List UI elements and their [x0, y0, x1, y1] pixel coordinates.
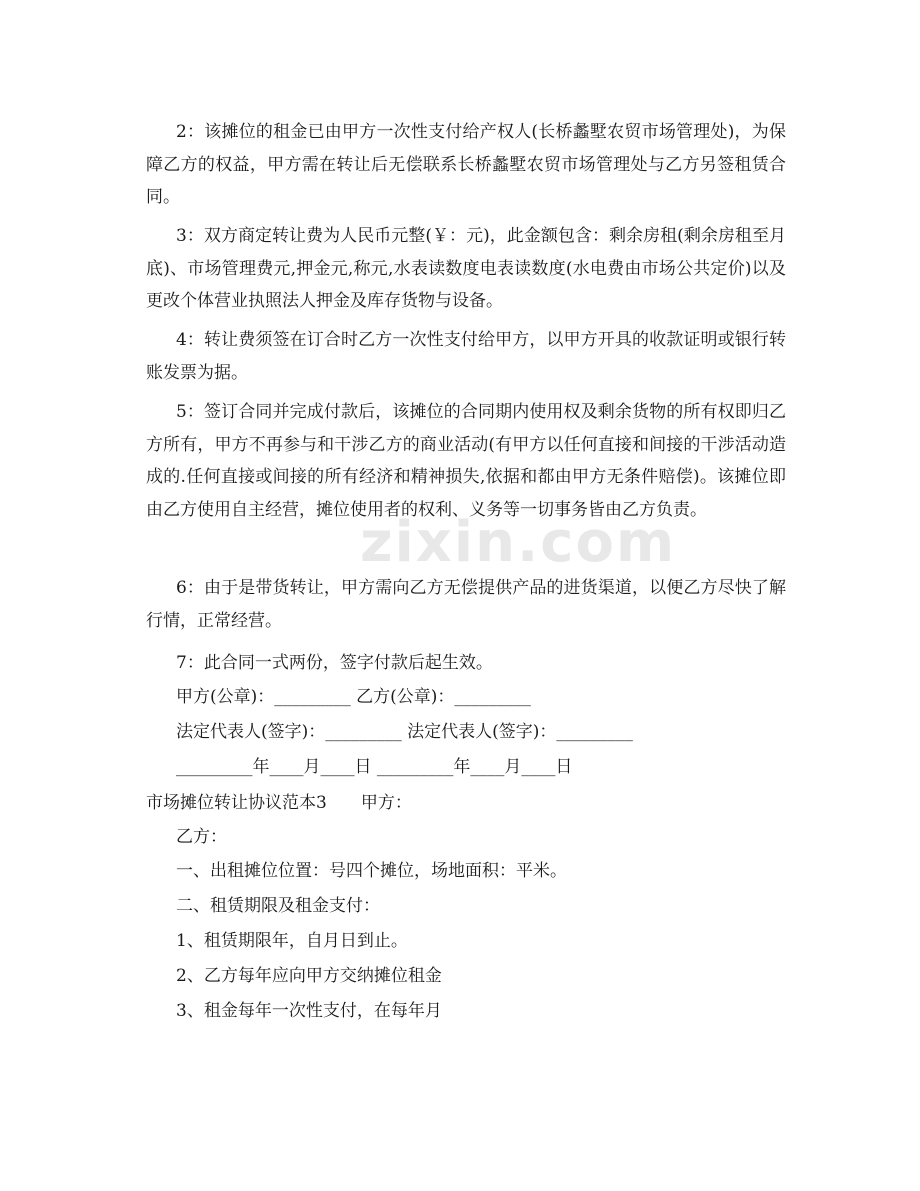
item-1: 一、出租摊位位置：号四个摊位，场地面积：平米。 — [176, 861, 567, 881]
seal-line: 甲方(公章)：_________ 乙方(公章)：_________ — [176, 687, 531, 707]
party-b-label: 乙方： — [176, 827, 227, 847]
representative-line: 法定代表人(签字)：_________ 法定代表人(签字)：_________ — [176, 722, 633, 742]
clause-5: 5：签订合同并完成付款后，该摊位的合同期内使用权及剩余货物的所有权即归乙方所有，甲方不再参与和干涉乙方的商业活动(有甲方以任何直接和间接的干涉活动造成的.任何直接或间接的所有经济和精神损失,依据和都由甲方无条件赔偿)。该摊位即由乙方使用自主经营，摊位使用者的权利、义务等一切事务皆由乙方负责。 — [146, 402, 786, 520]
clause-3: 3：双方商定转让费为人民币元整(￥：元)，此金额包含：剩余房租(剩余房租至月底)、市场管理费元,押金元,称元,水表读数度电表读数度(水电费由市场公共定价)以及更改个体营业执照法人押金及库存货物与设备。 — [146, 226, 786, 311]
clause-6: 6：由于是带货转让，甲方需向乙方无偿提供产品的进货渠道，以便乙方尽快了解行情，正常经营。 — [146, 578, 786, 631]
sub-item-3: 3、租金每年一次性支付，在每年月 — [176, 1001, 442, 1021]
item-2: 二、租赁期限及租金支付： — [176, 896, 380, 916]
watermark-logo: zixin.com — [360, 510, 677, 575]
sub-item-1: 1、租赁期限年，自月日到止。 — [176, 931, 408, 951]
clause-7: 7：此合同一式两份，签字付款后起生效。 — [176, 653, 493, 673]
sub-item-2: 2、乙方每年应向甲方交纳摊位租金 — [176, 966, 442, 986]
clause-2: 2：该摊位的租金已由甲方一次性支付给产权人(长桥蠡墅农贸市场管理处)，为保障乙方的权益，甲方需在转让后无偿联系长桥蠡墅农贸市场管理处与乙方另签租赁合同。 — [146, 122, 786, 207]
clause-4: 4：转让费须签在订合时乙方一次性支付给甲方，以甲方开具的收款证明或银行转账发票为据。 — [146, 330, 786, 383]
date-line: _________年____月____日 _________年____月____日 — [176, 757, 573, 777]
sample-title: 市场摊位转让协议范本3 甲方： — [146, 793, 412, 813]
